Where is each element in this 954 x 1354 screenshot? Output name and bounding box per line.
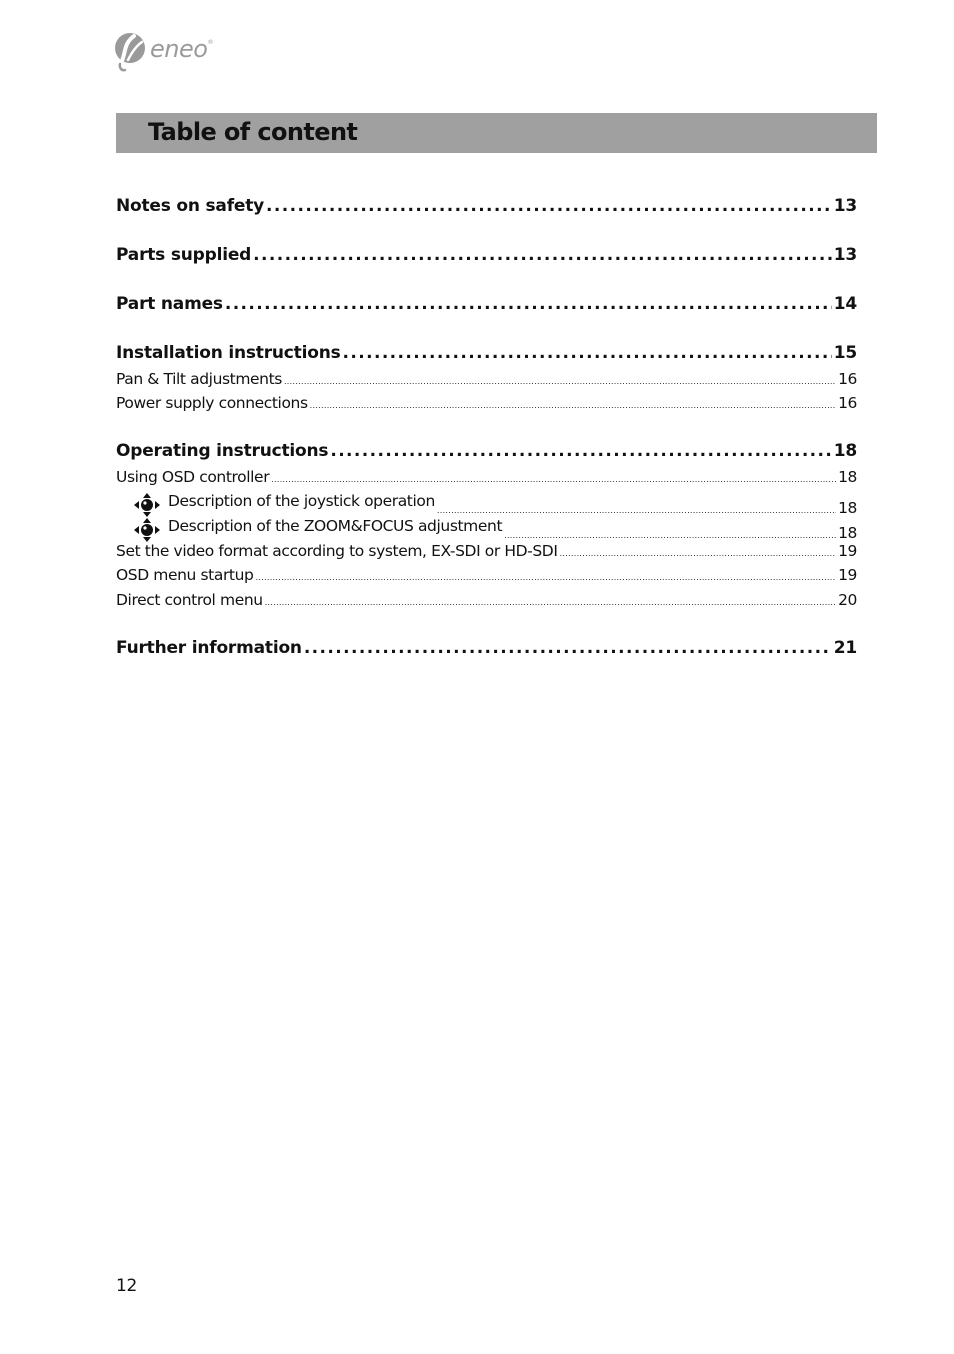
dot-leader — [271, 475, 836, 484]
toc-entry-further-information[interactable] — [116, 638, 857, 658]
toc-entry-parts-supplied[interactable] — [116, 245, 857, 265]
dot-leader — [304, 638, 832, 658]
toc-entry-label: Pan & Tilt adjustments — [116, 370, 282, 388]
toc-entry-label: Notes on safety — [116, 196, 265, 216]
toc-entry-label: Further information — [116, 638, 302, 658]
toc-entry-video-format[interactable] — [116, 542, 857, 560]
dot-leader — [310, 401, 836, 410]
toc-entry-page: 13 — [833, 245, 857, 265]
toc-entry-page: 18 — [833, 441, 857, 461]
toc-entry-direct-control-menu[interactable] — [116, 591, 857, 609]
toc-entry-page: 20 — [838, 591, 857, 609]
toc-entry-part-names[interactable] — [116, 294, 857, 314]
toc-entry-label: Installation instructions — [116, 343, 341, 363]
logo-wordmark: eneo® — [150, 35, 213, 63]
toc-entry-label: Set the video format according to system, EX-SDI or HD-SDI — [116, 542, 558, 560]
toc-entry-installation-instructions[interactable] — [116, 343, 857, 363]
toc-entry-page: 18 — [838, 499, 857, 517]
toc-entry-zoom-focus-adjustment[interactable] — [116, 514, 857, 542]
dot-leader — [330, 441, 831, 461]
toc-entry-page: 18 — [838, 524, 857, 542]
dot-leader — [225, 294, 832, 314]
brand-logo — [114, 30, 213, 72]
dot-leader — [255, 573, 836, 582]
toc-entry-notes-on-safety[interactable] — [116, 196, 857, 216]
toc-entry-label: Power supply connections — [116, 394, 308, 412]
toc-entry-page: 13 — [833, 196, 857, 216]
page-title: Table of content — [148, 118, 358, 146]
toc-entry-page: 19 — [838, 566, 857, 584]
dot-leader — [560, 549, 837, 558]
toc-entry-label: OSD menu startup — [116, 566, 254, 584]
page-number: 12 — [116, 1276, 138, 1296]
toc-entry-page: 16 — [838, 370, 857, 388]
toc-entry-page: 14 — [833, 294, 857, 314]
toc-entry-label: Direct control menu — [116, 591, 263, 609]
toc-entry-using-osd-controller[interactable] — [116, 468, 857, 486]
dot-leader — [504, 531, 836, 540]
toc-entry-power-supply-connections[interactable] — [116, 394, 857, 412]
toc-entry-label: Description of the ZOOM&FOCUS adjustment — [168, 517, 503, 535]
dot-leader — [265, 598, 836, 607]
dot-leader — [253, 245, 832, 265]
toc-entry-page: 16 — [838, 394, 857, 412]
toc-entry-page: 19 — [838, 542, 857, 560]
toc-entry-joystick-operation[interactable] — [116, 489, 857, 517]
toc-entry-page: 21 — [833, 638, 857, 658]
dot-leader — [343, 343, 832, 363]
toc-entry-pan-tilt-adjustments[interactable] — [116, 370, 857, 388]
dot-leader — [284, 377, 836, 386]
toc-entry-label: Description of the joystick operation — [168, 492, 435, 510]
toc-entry-label: Part names — [116, 294, 223, 314]
toc-entry-label: Using OSD controller — [116, 468, 270, 486]
registered-mark: ® — [207, 39, 213, 46]
title-bar — [116, 113, 877, 153]
toc-entry-label: Operating instructions — [116, 441, 329, 461]
joystick-icon — [134, 518, 160, 542]
toc-entry-label: Parts supplied — [116, 245, 252, 265]
toc-entry-osd-menu-startup[interactable] — [116, 566, 857, 584]
toc-entry-operating-instructions[interactable] — [116, 441, 857, 461]
toc-entry-page: 18 — [838, 468, 857, 486]
toc-entry-page: 15 — [833, 343, 857, 363]
dot-leader — [266, 196, 832, 216]
eneo-logo-icon — [114, 30, 148, 72]
